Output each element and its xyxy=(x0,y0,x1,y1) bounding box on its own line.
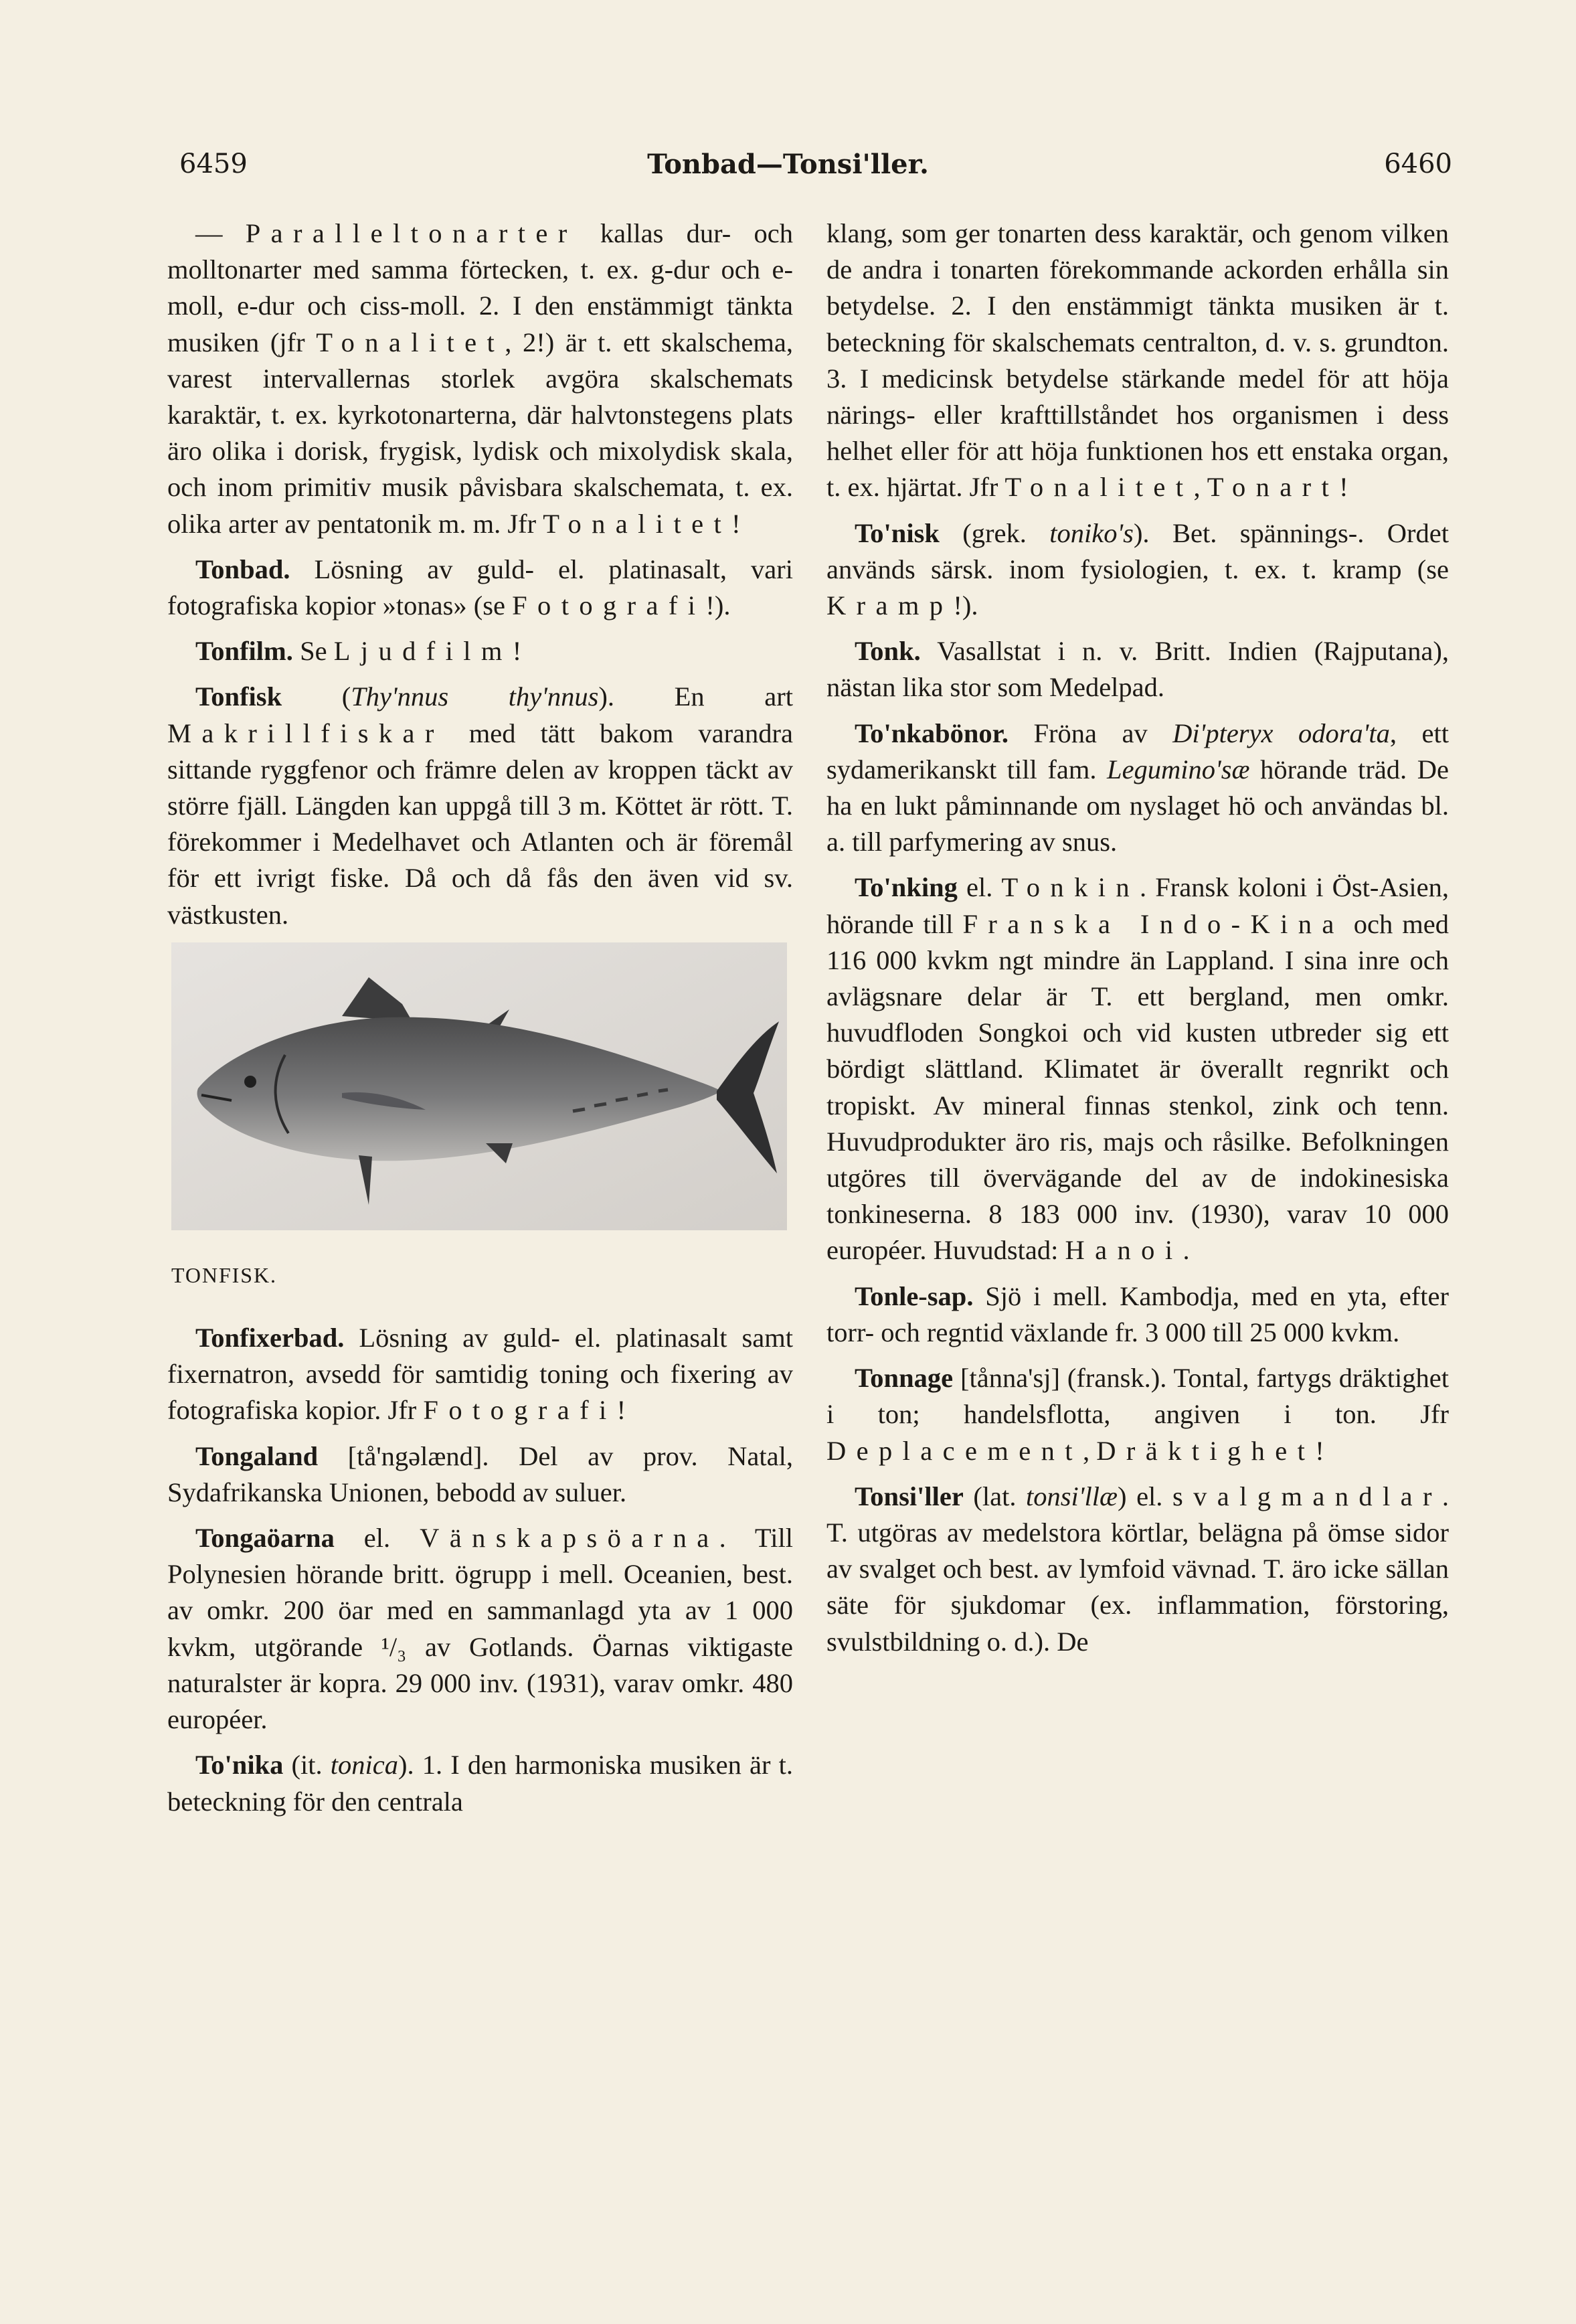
entry-tonking: To'nking el. Tonkin. Fransk koloni i Öst-Asien, hörande till Franska Indo-Kina och med 116 000 kvkm ngt mindre än Lappland. I sina inre och avlägsnare delar är T. ett bergland, men omkr. huvudfloden Songkoi och vid kusten utbreder sig ett bördigt slättland. Klimatet är överallt regnrikt och tropiskt. Av mineral finnas stenkol, zink och tenn. Huvudprodukter äro ris, majs och råsilke. Befolkningen utgöres till övervägande del av de indokinesiska tonkineserna. 8 183 000 inv. (1930), varav 10 000 européer. Huvudstad: Hanoi. xyxy=(826,872,1449,1266)
cross-ref: Paralleltonarter xyxy=(245,218,578,248)
right-column xyxy=(826,216,1449,1669)
running-header: Tonbad—Tonsi'ller. xyxy=(647,149,929,180)
entry-tonkabonor: To'nkabönor. Fröna av Di'pteryx odora'ta, ett sydamerikanskt till fam. Legumino'sæ hörande träd. De ha en lukt påminnande om nyslaget hö och användas bl. a. till parfymering av snus. xyxy=(826,718,1449,857)
entry-tonfisk: Tonfisk (Thy'nnus thy'nnus). En art Makrillfiskar med tätt bakom varandra sittande ryggfenor och främre delen av kroppen täckt av större fjäll. Längden kan uppgå till 3 m. Köttet är rött. T. förekommer i Medelhavet och Atlanten och är föremål för ett ivrigt fiske. Då och då fås den även vid sv. västkusten. xyxy=(167,681,793,930)
tuna-illustration xyxy=(171,942,787,1230)
cross-ref: Franska Indo-Kina xyxy=(962,908,1344,939)
headword: To'nkabönor. xyxy=(855,718,1009,748)
headword: Tonsi'ller xyxy=(855,1481,964,1511)
entry-tonfilm: Tonfilm. Se Ljudfilm! xyxy=(195,636,522,667)
cross-ref: Fotografi xyxy=(423,1395,617,1426)
figure-caption: TONFISK. xyxy=(171,1262,277,1287)
cross-ref: Tonkin xyxy=(1001,872,1140,903)
headword: Tonle-sap. xyxy=(855,1280,974,1311)
headword: Tongaöarna xyxy=(195,1523,335,1554)
entry-tonfixerbad: Tonfixerbad. Lösning av guld- el. platinasalt samt fixernatron, avsedd för samtidig toning och fixering av fotografiska kopior. Jfr Fotografi! xyxy=(167,1323,793,1426)
cross-ref: Hanoi xyxy=(1065,1235,1183,1266)
headword: Tonfixerbad. xyxy=(195,1323,345,1353)
entry-paralleltonarter: — Paralleltonarter kallas dur- och molltonarter med samma förtecken, t. ex. g-dur och e-moll, e-dur och ciss-moll. 2. I den enstämmigt tänkta musiken (jfr Tonalitet, 2!) är t. ett skalschema, varest intervallernas storlek avgöra skalschemats karaktär, t. ex. kyrkotonarterna, där halvtonstegens plats äro olika i dorisk, frygisk, lydisk och mixolydisk skala, och inom primitiv musik påvisbara skalschemata, t. ex. olika arter av pentatonik m. m. Jfr Tonalitet! xyxy=(167,218,794,539)
entry-tonika-continued: klang, som ger tonarten dess karaktär, och genom vilken de andra i tonarten förekommande ackorden erhålla sin betydelse. 2. I den enstämmigt tänkta musiken är t. beteckning för skalschemats centralton, d. v. s. grundton. 3. I medicinsk betydelse stärkande medel för att höja närings- eller krafttillståndet hos organismen i dess helhet eller för att höja funktionen hos ett enstaka organ, t. ex. hjärtat. Jfr Tonalitet, Tonart! xyxy=(826,218,1449,503)
headword: Tongaland xyxy=(195,1440,319,1471)
tuna-figure xyxy=(171,942,787,1293)
headword: To'nika xyxy=(195,1750,284,1780)
cross-ref: Fotografi xyxy=(512,590,706,621)
entry-tonk: Tonk. Vasallstat i n. v. Britt. Indien (Rajputana), nästan lika stor som Medelpad. xyxy=(826,636,1449,703)
headword: To'nisk xyxy=(855,517,940,548)
cross-ref: Kramp xyxy=(826,590,954,621)
cross-ref: Tonart xyxy=(1207,472,1340,503)
cross-ref: Tonalitet xyxy=(1004,472,1194,503)
entry-tonle-sap: Tonle-sap. Sjö i mell. Kambodja, med en yta, efter torr- och regntid växlande fr. 3 000 till 25 000 kvkm. xyxy=(826,1280,1449,1347)
cross-ref: Makrillfiskar xyxy=(167,718,444,748)
entry-tonisk: To'nisk (grek. toniko's). Bet. spännings-. Ordet används särsk. inom fysiologien, t. ex. t. kramp (se Kramp!). xyxy=(826,517,1449,621)
entry-tongaoarna: Tongaöarna el. Vänskapsöarna. Till Polynesien hörande britt. ögrupp i mell. Oceanien, best. av omkr. 200 öar med en sammanlagd yta av 1 000 kvkm, utgörande ¹/₃ av Gotlands. Öarnas viktigaste naturalster är kopra. 29 000 inv. (1931), varav omkr. 480 européer. xyxy=(167,1523,793,1735)
cross-ref: Deplacement xyxy=(826,1435,1083,1466)
entry-tonika: To'nika (it. tonica). 1. I den harmoniska musiken är t. beteckning för den centrala xyxy=(167,1750,793,1817)
entry-tonbad: Tonbad. Lösning av guld- el. platinasalt, vari fotografiska kopior »tonas» (se Fotografi!). xyxy=(167,554,793,621)
headword: Tonbad. xyxy=(195,554,290,584)
headword: Tonfisk xyxy=(195,681,282,712)
entry-tonsiller: Tonsi'ller (lat. tonsi'llæ) el. svalgmandlar. T. utgöras av medelstora körtlar, belägna på ömse sidor av svalget och best. av lymfoid vävnad. T. äro icke sällan säte för sjukdomar (ex. inflammation, förstoring, svulstbildning o. d.). De xyxy=(826,1481,1449,1657)
cross-ref: Vänskapsöarna xyxy=(420,1523,719,1554)
cross-ref: Tonalitet xyxy=(543,508,732,539)
headword: To'nking xyxy=(855,872,958,903)
left-column xyxy=(167,216,793,1829)
page-number-left: 6459 xyxy=(179,149,248,179)
entry-tongaland: Tongaland [tå'ngəlænd]. Del av prov. Natal, Sydafrikanska Unionen, bebodd av suluer. xyxy=(167,1440,793,1507)
cross-ref: svalgmandlar xyxy=(1172,1481,1442,1511)
cross-ref: Tonalitet xyxy=(316,327,505,357)
headword: Tonk. xyxy=(855,636,921,667)
cross-ref: Dräktighet xyxy=(1096,1435,1316,1466)
headword: Tonnage xyxy=(855,1363,954,1394)
entry-tonnage: Tonnage [tånna'sj] (fransk.). Tontal, fartygs dräktighet i ton; handelsflotta, angiven i ton. Jfr Deplacement, Dräktighet! xyxy=(826,1363,1449,1466)
page-number-right: 6460 xyxy=(1384,149,1452,179)
cross-ref: Ljudfilm xyxy=(333,636,513,667)
headword: Tonfilm. xyxy=(195,636,293,667)
